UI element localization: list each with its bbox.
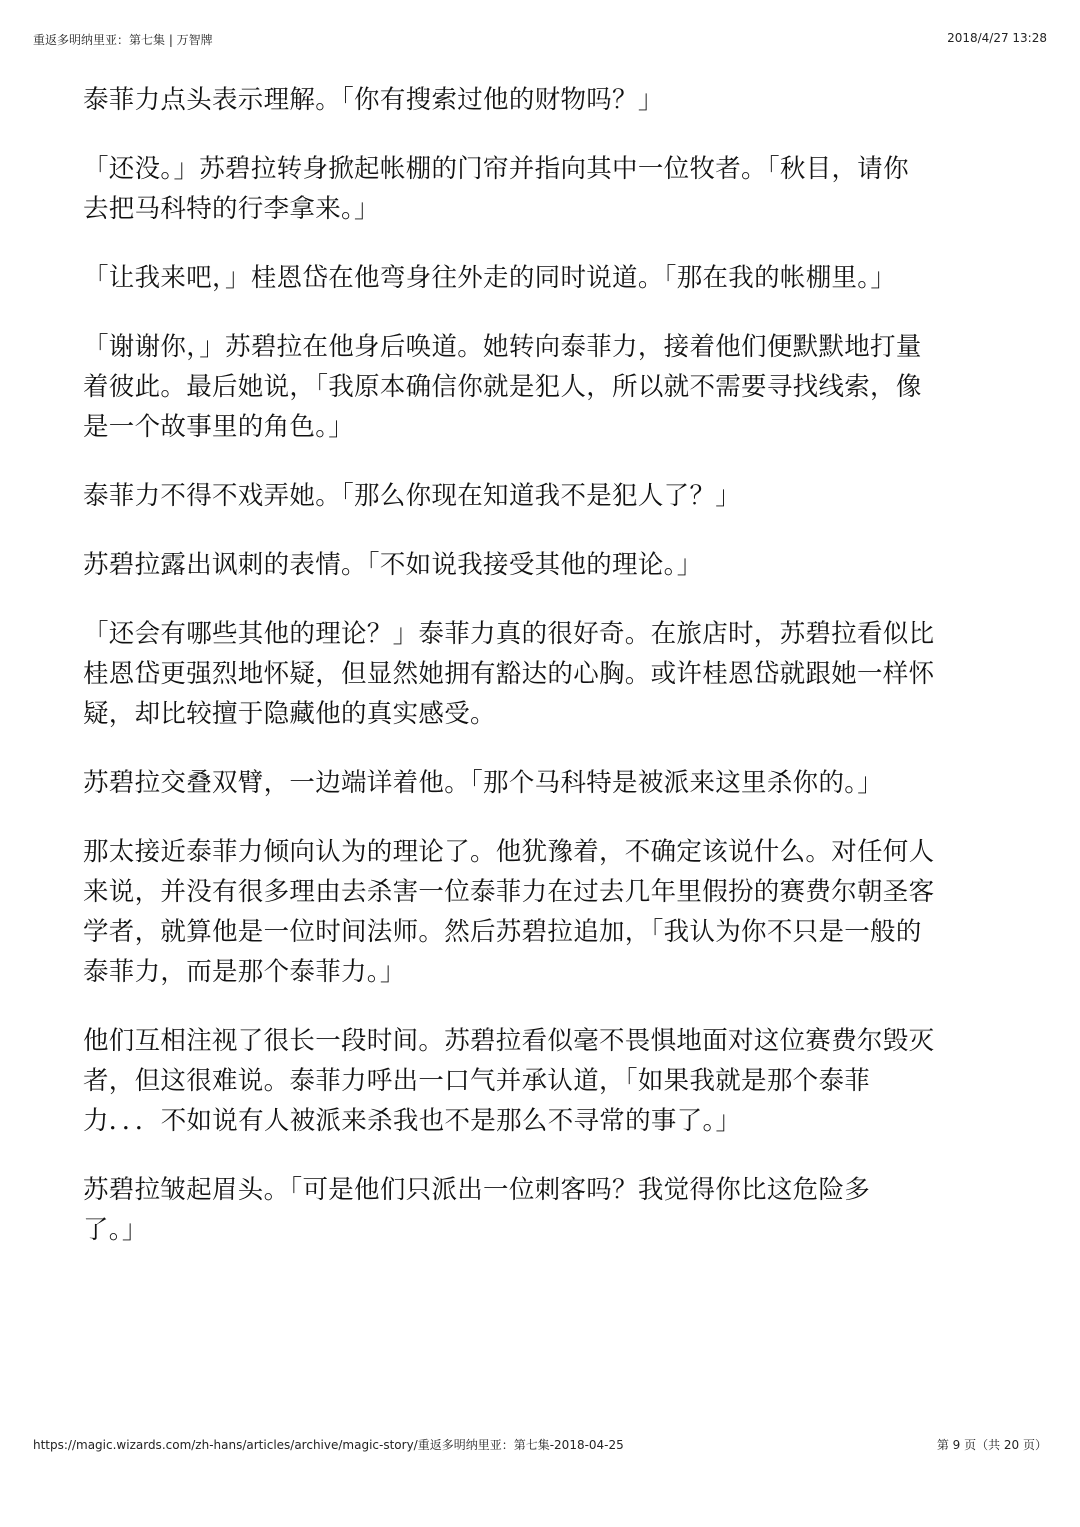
paragraph-line: 泰菲力，而是那个泰菲力。」 (83, 957, 406, 987)
paragraph-line: 学者，就算他是一位时间法师。然后苏碧拉追加，「我认为你不只是一般的 (83, 917, 922, 947)
page-url: https://magic.wizards.com/zh-hans/articles/archive/magic-story/重返多明纳里亚：第七集-2018-04-25 (33, 1438, 624, 1452)
paragraph (83, 1021, 1003, 1141)
paragraph (83, 476, 1003, 516)
paragraph (83, 545, 1003, 585)
paragraph-line: 着彼此。最后她说，「我原本确信你就是犯人，所以就不需要寻找线索，像 (83, 372, 922, 402)
paragraph-line: 桂恩岱更强烈地怀疑，但显然她拥有豁达的心胸。或许桂恩岱就跟她一样怀 (83, 659, 935, 689)
article-body (83, 80, 1003, 1279)
paragraph (83, 258, 1003, 298)
paragraph-line: 「谢谢你，」苏碧拉在他身后唤道。她转向泰菲力，接着他们便默默地打量 (83, 332, 922, 362)
paragraph (83, 1170, 1003, 1250)
paragraph-line: 力．．．不如说有人被派来杀我也不是那么不寻常的事了。」 (83, 1106, 742, 1136)
paragraph (83, 149, 1003, 229)
paragraph-line: 泰菲力点头表示理解。「你有搜索过他的财物吗？」 (83, 85, 664, 115)
paragraph-line: 去把马科特的行李拿来。」 (83, 194, 380, 224)
print-datetime: 2018/4/27 13:28 (947, 31, 1047, 45)
page-title: 重返多明纳里亚：第七集 | 万智牌 (33, 33, 213, 47)
paragraph-line: 「还没。」苏碧拉转身掀起帐棚的门帘并指向其中一位牧者。「秋目，请你 (83, 154, 909, 184)
paragraph-line: 来说，并没有很多理由去杀害一位泰菲力在过去几年里假扮的赛费尔朝圣客 (83, 877, 935, 907)
paragraph-line: 「还会有哪些其他的理论？」泰菲力真的很好奇。在旅店时，苏碧拉看似比 (83, 619, 935, 649)
paragraph-line: 苏碧拉皱起眉头。「可是他们只派出一位刺客吗？我觉得你比这危险多 (83, 1175, 871, 1205)
paragraph-line: 者，但这很难说。泰菲力呼出一口气并承认道，「如果我就是那个泰菲 (83, 1066, 871, 1096)
paragraph (83, 832, 1003, 992)
paragraph-line: 那太接近泰菲力倾向认为的理论了。他犹豫着，不确定该说什么。对任何人 (83, 837, 935, 867)
paragraph (83, 80, 1003, 120)
paragraph-line: 苏碧拉露出讽刺的表情。「不如说我接受其他的理论。」 (83, 550, 703, 580)
paragraph (83, 614, 1003, 734)
paragraph-line: 「让我来吧，」桂恩岱在他弯身往外走的同时说道。「那在我的帐棚里。」 (83, 263, 897, 293)
paragraph-line: 了。」 (83, 1215, 148, 1245)
paragraph-line: 他们互相注视了很长一段时间。苏碧拉看似毫不畏惧地面对这位赛费尔毁灭 (83, 1026, 935, 1056)
paragraph (83, 327, 1003, 447)
print-footer (33, 1436, 1047, 1453)
print-header (33, 31, 1047, 48)
paragraph-line: 泰菲力不得不戏弄她。「那么你现在知道我不是犯人了？」 (83, 481, 742, 511)
paragraph-line: 是一个故事里的角色。」 (83, 412, 355, 442)
paragraph-line: 疑，却比较擅于隐藏他的真实感受。 (83, 699, 496, 729)
page-number: 第 9 页（共 20 页） (936, 1438, 1047, 1452)
paragraph-line: 苏碧拉交叠双臂，一边端详着他。「那个马科特是被派来这里杀你的。」 (83, 768, 884, 798)
paragraph (83, 763, 1003, 803)
